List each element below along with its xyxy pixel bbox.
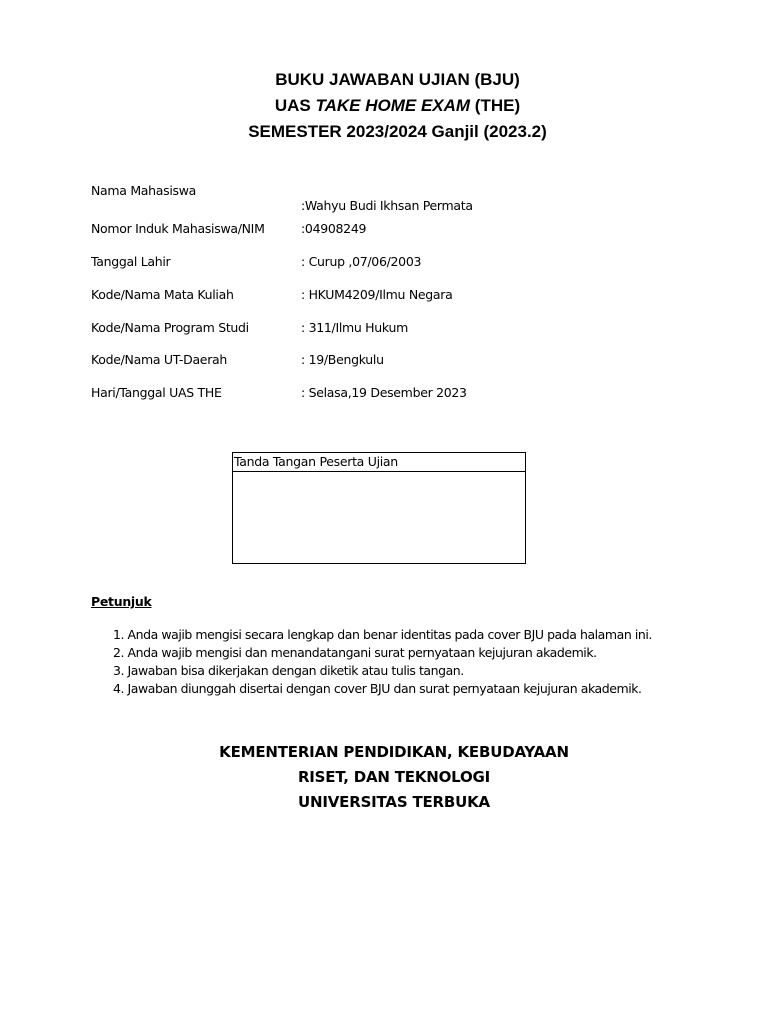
title-line-2-prefix: UAS [274, 96, 316, 115]
field-value-hari-tanggal: : Selasa,19 Desember 2023 [301, 385, 467, 400]
footer-line-2: RISET, DAN TEKNOLOGI [297, 768, 491, 786]
instruction-item: 3. Jawaban bisa dikerjakan dengan diketik atau tulis tangan. [113, 663, 464, 678]
field-label-mata-kuliah: Kode/Nama Mata Kuliah [91, 287, 234, 302]
field-label-nama: Nama Mahasiswa [91, 183, 197, 198]
signature-label: Tanda Tangan Peserta Ujian [233, 453, 525, 472]
document-title [0, 67, 768, 145]
field-label-tanggal-lahir: Tanggal Lahir [91, 254, 171, 269]
instruction-item: 2. Anda wajib mengisi dan menandatangani surat pernyataan kejujuran akademik. [113, 645, 597, 660]
instruction-item: 4. Jawaban diunggah disertai dengan cover BJU dan surat pernyataan kejujuran akademik. [113, 681, 642, 696]
title-line-2-suffix: (THE) [470, 96, 521, 115]
field-value-tanggal-lahir: : Curup ,07/06/2003 [301, 254, 422, 269]
instruction-list [113, 626, 652, 698]
field-value-ut-daerah: : 19/Bengkulu [301, 352, 384, 367]
title-line-1: BUKU JAWABAN UJIAN (BJU) [275, 70, 520, 89]
field-label-nim: Nomor Induk Mahasiswa/NIM [91, 221, 265, 236]
field-label-program-studi: Kode/Nama Program Studi [91, 320, 249, 335]
field-value-nama: :Wahyu Budi Ikhsan Permata [301, 198, 473, 213]
title-line-3: SEMESTER 2023/2024 Ganjil (2023.2) [248, 122, 547, 141]
petunjuk-heading: Petunjuk [91, 594, 152, 609]
field-label-ut-daerah: Kode/Nama UT-Daerah [91, 352, 228, 367]
field-label-hari-tanggal: Hari/Tanggal UAS THE [91, 385, 222, 400]
instruction-item: 1. Anda wajib mengisi secara lengkap dan benar identitas pada cover BJU pada halaman ini. [113, 627, 652, 642]
footer-line-1: KEMENTERIAN PENDIDIKAN, KEBUDAYAAN [219, 743, 569, 761]
field-value-nim: :04908249 [301, 221, 367, 236]
institution-footer [0, 740, 768, 815]
field-value-program-studi: : 311/Ilmu Hukum [301, 320, 408, 335]
title-line-2-italic: TAKE HOME EXAM [315, 96, 471, 115]
footer-line-3: UNIVERSITAS TERBUKA [298, 793, 490, 811]
field-value-mata-kuliah: : HKUM4209/Ilmu Negara [301, 287, 453, 302]
signature-box [232, 452, 526, 564]
title-line-2 [0, 93, 768, 119]
